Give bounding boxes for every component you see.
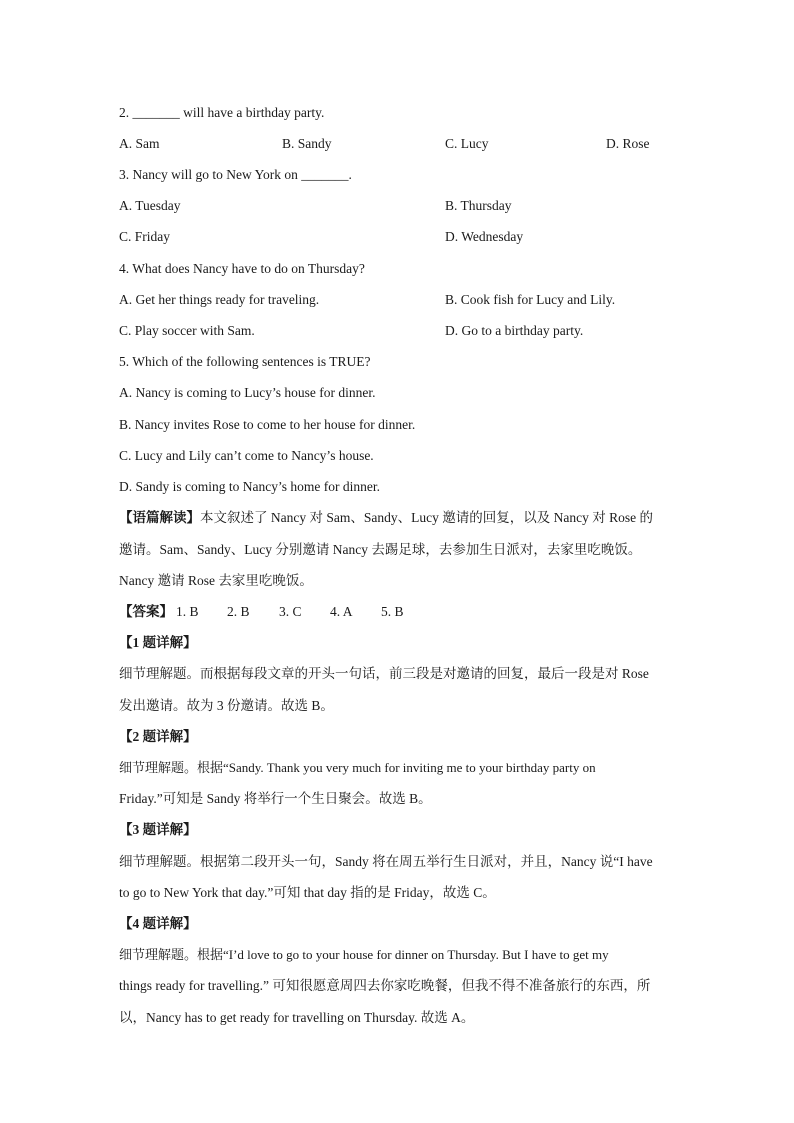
q3-option-a: A. Tuesday	[119, 198, 181, 213]
question-3-stem: 3. Nancy will go to New York on _______.	[119, 167, 352, 182]
q4-option-d: D. Go to a birthday party.	[445, 323, 584, 338]
detail-2-line-2: Friday.”可知是 Sandy 将举行一个生日聚会。故选 B。	[119, 791, 432, 806]
answer-item-4: 4. A	[330, 604, 353, 619]
q2-option-c: C. Lucy	[445, 136, 489, 151]
q5-option-a: A. Nancy is coming to Lucy’s house for dinner.	[119, 385, 376, 400]
answer-item-3: 3. C	[279, 604, 302, 619]
interpretation-line-3: Nancy 邀请 Rose 去家里吃晚饭。	[119, 573, 313, 588]
q3-option-b: B. Thursday	[445, 198, 512, 213]
detail-1-line-1: 细节理解题。而根据每段文章的开头一句话，前三段是对邀请的回复，最后一段是对 Rose	[119, 666, 649, 681]
q5-option-b: B. Nancy invites Rose to come to her house for dinner.	[119, 417, 416, 432]
interpretation-text-1: 本文叙述了 Nancy 对 Sam、Sandy、Lucy 邀请的回复，以及 Nancy 对 Rose 的	[200, 510, 653, 525]
detail-2-line-1: 细节理解题。根据“Sandy. Thank you very much for inviting me to your birthday party on	[119, 760, 596, 775]
detail-4-line-2: things ready for travelling.” 可知很愿意周四去你家吃晚餐，但我不得不准备旅行的东西，所	[119, 978, 651, 993]
q4-option-a: A. Get her things ready for traveling.	[119, 292, 320, 307]
q4-option-b: B. Cook fish for Lucy and Lily.	[445, 292, 616, 307]
q5-option-d: D. Sandy is coming to Nancy’s home for dinner.	[119, 479, 380, 494]
answer-label: 【答案】	[119, 604, 173, 619]
question-4-stem: 4. What does Nancy have to do on Thursday?	[119, 261, 365, 276]
interpretation-label: 【语篇解读】	[119, 510, 200, 525]
answer-item-5: 5. B	[381, 604, 404, 619]
question-5-stem: 5. Which of the following sentences is TRUE?	[119, 354, 371, 369]
q2-option-b: B. Sandy	[282, 136, 332, 151]
detail-2-heading: 【2 题详解】	[119, 729, 197, 744]
q2-option-a: A. Sam	[119, 136, 160, 151]
answer-item-2: 2. B	[227, 604, 250, 619]
detail-4-line-3: 以，Nancy has to get ready for travelling on Thursday. 故选 A。	[119, 1010, 475, 1025]
q2-option-d: D. Rose	[606, 136, 650, 151]
q5-option-c: C. Lucy and Lily can’t come to Nancy’s house.	[119, 448, 374, 463]
q3-option-c: C. Friday	[119, 229, 171, 244]
interpretation-line-1	[119, 509, 653, 527]
q3-option-d: D. Wednesday	[445, 229, 524, 244]
detail-1-line-2: 发出邀请。故为 3 份邀请。故选 B。	[119, 698, 334, 713]
detail-3-heading: 【3 题详解】	[119, 822, 197, 837]
answer-item-1: 1. B	[176, 604, 199, 619]
q4-option-c: C. Play soccer with Sam.	[119, 323, 255, 338]
detail-4-line-1: 细节理解题。根据“I’d love to go to your house for dinner on Thursday. But I have to get my	[119, 947, 609, 962]
detail-3-line-1: 细节理解题。根据第二段开头一句，Sandy 将在周五举行生日派对，并且，Nancy 说“I have	[119, 854, 653, 869]
detail-1-heading: 【1 题详解】	[119, 635, 197, 650]
interpretation-line-2: 邀请。Sam、Sandy、Lucy 分别邀请 Nancy 去踢足球，去参加生日派对，去家里吃晚饭。	[119, 542, 642, 557]
detail-3-line-2: to go to New York that day.”可知 that day 指的是 Friday，故选 C。	[119, 885, 496, 900]
detail-4-heading: 【4 题详解】	[119, 916, 197, 931]
question-2-stem: 2. _______ will have a birthday party.	[119, 105, 325, 120]
answer-line	[119, 603, 173, 621]
